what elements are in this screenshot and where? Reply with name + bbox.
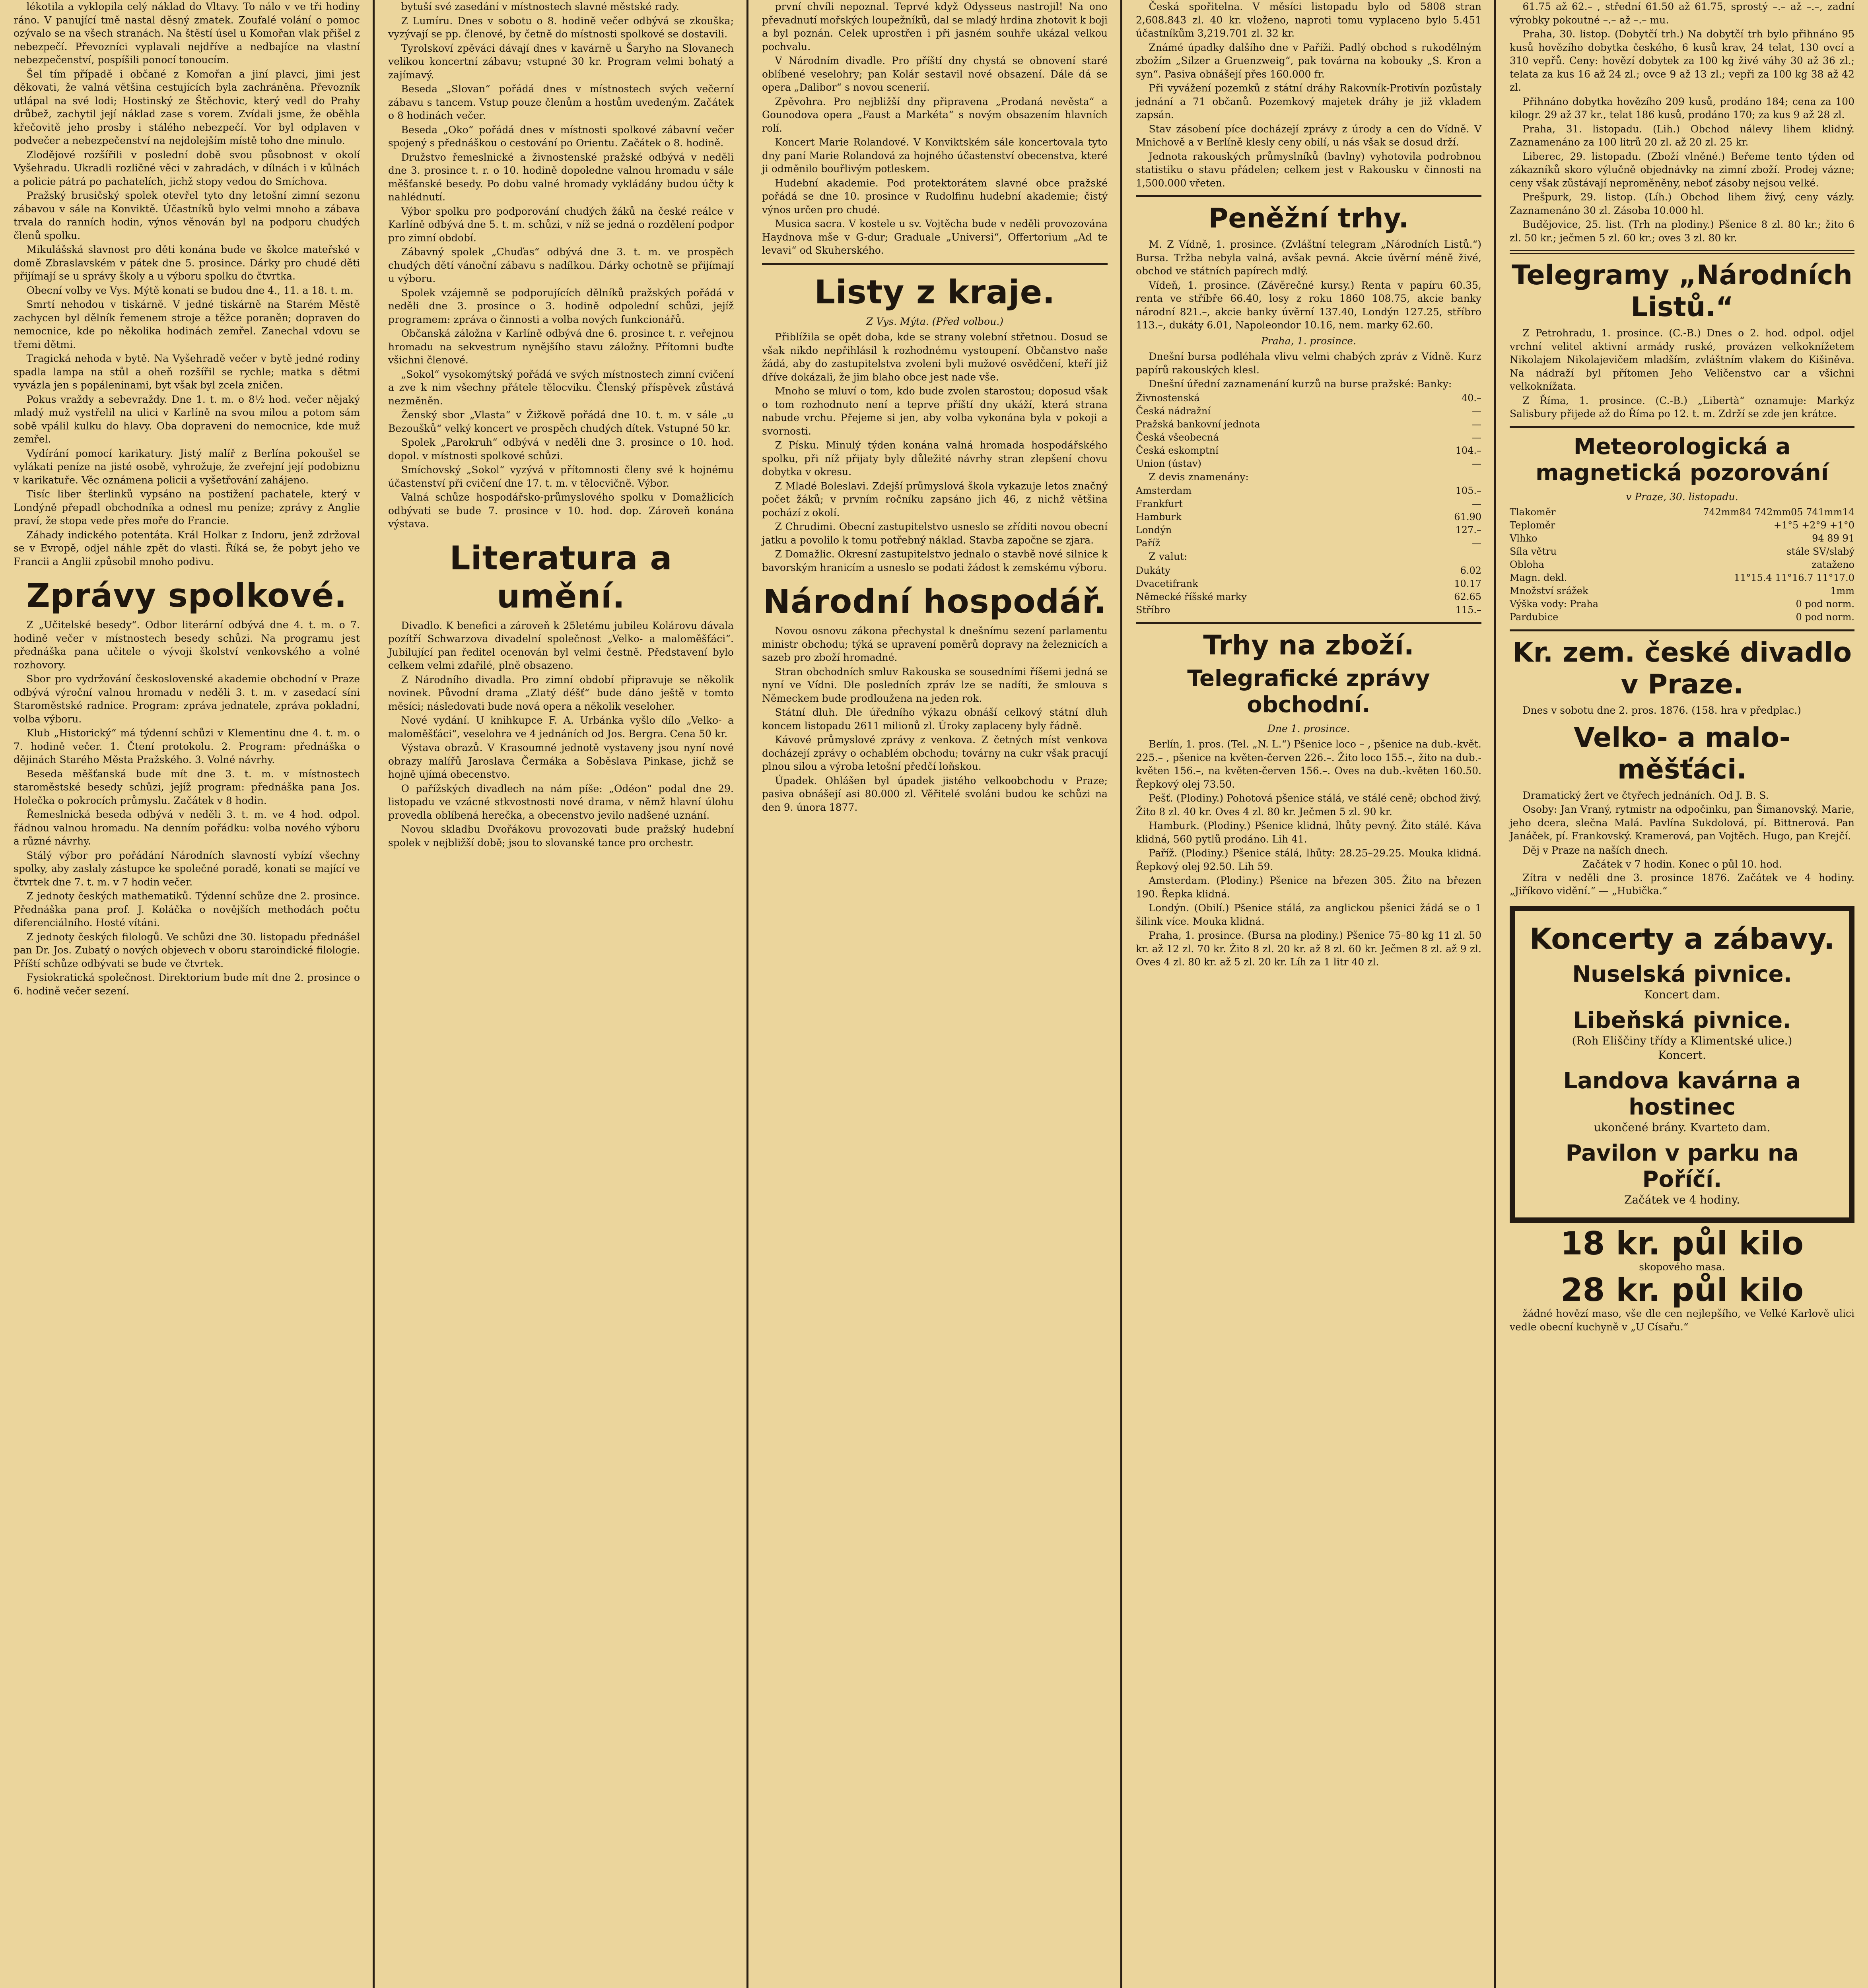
column-3 [748, 0, 1121, 1988]
quote-label: Dukáty [1136, 565, 1170, 576]
ad-line: Libeňská pivnice. [1573, 1007, 1791, 1033]
quote-value: — [1472, 458, 1481, 469]
article-paragraph: Spolek „Parokruh“ odbývá v neděli dne 3. prosince o 10. hod. dopol. v místnosti spolkové schůzi. [388, 437, 734, 462]
article-paragraph: Z Lumíru. Dnes v sobotu o 8. hodině večer odbývá se zkouška; vyzývají se pp. členové, by četně do místnosti spolkové se dostavili. [388, 15, 734, 40]
quote-row [1510, 519, 1854, 532]
article-paragraph: O pařížských divadlech na nám píše: „Odéon“ podal dne 29. listopadu ve vzácné stkvostnosti nové drama, v němž hlavní úlohu provedla oblíbená herečka, a obecenstvo jevilo nadšené uznání. [388, 782, 734, 821]
article-paragraph: Praha, 30. listop. (Dobytčí trh.) Na dobytčí trh bylo přihnáno 95 kusů hovězího dobytka českého, 6 kusů krav, 24 telat, 130 ovcí a 310 vepřů. Ceny: hovězí dobytek za 100 kg živé váhy 30 až 36 zl.; telata za kus 16 až 24 zl.; ovce 9 až 13 zl.; vepři za 100 kg 38 až 42 zl. [1510, 28, 1854, 93]
article-paragraph: 61.75 až 62.– , střední 61.50 až 61.75, sprostý –.– až –.–, zadní výrobky pokoutné –.– až –.– mu. [1510, 1, 1854, 26]
quote-label: Tlakoměr [1510, 507, 1556, 518]
quote-row [1510, 598, 1854, 611]
centered-line: skopového masa. [1639, 1261, 1725, 1273]
article-paragraph: Spolek vzájemně se podporujících dělníků pražských pořádá v neděli dne 3. prosince o 3. hodině odpolední schůzi, jejíž programem: zpráva o činnosti a volba nových funkcionářů. [388, 287, 734, 325]
article-paragraph: Česká spořitelna. V měsíci listopadu bylo od 5808 stran 2,608.843 zl. 40 kr. vloženo, naproti tomu vyplaceno bylo 5.451 účastníkům 3,219.701 zl. 32 kr. [1136, 1, 1481, 39]
article-paragraph: Šel tím případě i občané z Komořan a jiní plavci, jimi jest děkovati, že valná většina cestujících byla zachráněna. Převozník utlápal na své lodi; Hostinský ze Štěchovic, který vedl do Prahy drůbež, zachytil její náklad zase s vorem. Zvídali jsme, že oběhla křečovitě jeho prosby i stálého nebezpečí. Vor byl odplaven v podvečer a nebezpečenství na nejdolejším místě toho dne minulo. [14, 68, 360, 146]
quote-table [1136, 564, 1481, 617]
article-paragraph: Zlodějové rozšířili v poslední době svou působnost v okolí Vyšehradu. Ukradli rozličné věci v zahradách, v dílnách i v kůlnách a policie pátrá po pachatelích, jichž stopy vedou do Smíchova. [14, 149, 360, 187]
column-5 [1496, 0, 1868, 1988]
article-paragraph: Ženský sbor „Vlasta“ v Žižkově pořádá dne 10. t. m. v sále „u Bezoušků“ velký koncert ve prospěch chudých dítek. Vstupné 50 kr. [388, 409, 734, 434]
quote-value: 11°15.4 11°16.7 11°17.0 [1734, 572, 1854, 583]
quote-row [1136, 444, 1481, 457]
article-paragraph: Nové vydání. U knihkupce F. A. Urbánka vyšlo dílo „Velko- a maloměšťáci“, veselohra ve 4 jednáních od Jos. Bergra. Cena 50 kr. [388, 714, 734, 740]
article-paragraph: „Sokol“ vysokomýtský pořádá ve svých místnostech zimní cvičení a zve k nim všechny přátele tělocviku. Členský příspěvek zůstává nezměněn. [388, 368, 734, 407]
article-paragraph: Novou osnovu zákona přechystal k dnešnímu sezení parlamentu ministr obchodu; týká se upravení poměrů dopravy na železnicích a sazeb pro zboží hromadné. [762, 625, 1108, 663]
section-heading: Trhy na zboží. [1203, 629, 1414, 661]
ad-line: Koncert dam. [1644, 988, 1720, 1001]
quote-label: Amsterdam [1136, 485, 1192, 496]
article-paragraph: první chvíli nepoznal. Teprvé když Odysseus nastrojil! Na ono převadnutí mořských loupežníků, dal se mladý hrdina zhotovit k boji a byl poznán. Celek uprostřen i při jasném souhře ukázal velkou pochvalu. [762, 1, 1108, 52]
ad-line: Koncert. [1658, 1048, 1706, 1062]
article-paragraph: Stav zásobení píce docházejí zprávy z úrody a cen do Vídně. V Mnichově a v Berlíně klesly ceny obilí, u nás však se dosud drží. [1136, 123, 1481, 148]
article-paragraph: Pešť. (Plodiny.) Pohotová pšenice stálá, ve stálé ceně; obchod živý. Žito 8 zl. 40 kr. Oves 4 zl. 80 kr. Ječmen 5 zl. 90 kr. [1136, 792, 1481, 817]
article-paragraph: Z „Učitelské besedy“. Odbor literární odbývá dne 4. t. m. o 7. hodině večer v místnostech besedy schůzi. Na programu jest přednáška pana učitele o vývoji školství venkovského a volné rozhovory. [14, 619, 360, 671]
quote-label: Česká nádražní [1136, 405, 1211, 417]
article-paragraph: Valná schůze hospodářsko-průmyslového spolku v Domažlicích odbývati se bude 7. prosince v 10. hod. dop. Zároveň konána výstava. [388, 491, 734, 530]
article-paragraph: Mikulášská slavnost pro děti konána bude ve školce mateřské v domě Zbraslavském v pátek dne 5. prosince. Dárky pro chudé děti přijímají se u správy školy a u výboru spolku do čtvrtka. [14, 244, 360, 282]
article-paragraph: žádné hovězí maso, vše dle cen nejlepšího, ve Velké Karlově ulici vedle obecní kuchyně v „U Císařu.“ [1510, 1308, 1854, 1333]
quote-label: Paříž [1136, 538, 1160, 549]
article-paragraph: Zpěvohra. Pro nejbližší dny připravena „Prodaná nevěsta“ a Gounodova opera „Faust a Markéta“ s novým obsazením hlavních rolí. [762, 95, 1108, 134]
article-paragraph: Tyrolskoví zpěváci dávají dnes v kavárně u Šaryho na Slovanech velikou koncertní zábavu; vstupné 30 kr. Program velmi bohatý a zajímavý. [388, 42, 734, 81]
quote-value: 0 pod norm. [1796, 612, 1854, 623]
article-paragraph: Osoby: Jan Vraný, rytmistr na odpočinku, pan Šimanovský. Marie, jeho dcera, slečna Malá. Pavlína Sukdolová, pí. Bittnerová. Pan Janáček, pí. Frankovský. Kramerová, pan Vojtěch. Hugo, pan Krejčí. [1510, 804, 1854, 842]
article-paragraph: Tisíc liber šterlinků vypsáno na postižení pachatele, který v Londýně přepadl obchodníka a odnesl mu peníze; zprávy z Anglie praví, že stopa vede přes moře do Francie. [14, 488, 360, 526]
quote-value: zataženo [1812, 559, 1854, 570]
ad-line: Pavilon v parku na Poříčí. [1565, 1140, 1799, 1192]
quote-row [1136, 484, 1481, 497]
horizontal-rule [1510, 629, 1854, 631]
quote-value: 6.02 [1460, 565, 1481, 576]
article-paragraph: M. Z Vídně, 1. prosince. (Zvláštní telegram „Národních Listů.“) Bursa. Tržba nebyla valná, avšak pevná. Akcie úvěrní méně živé, obchod ve státních papírech mdlý. [1136, 239, 1481, 277]
article-paragraph: Zábavný spolek „Chuďas“ odbývá dne 3. t. m. ve prospěch chudých dětí vánoční zábavu s nadílkou. Dárky ochotně se přijímají u výboru. [388, 246, 734, 284]
quote-label: Pražská bankovní jednota [1136, 418, 1260, 430]
article-paragraph: Z Chrudimi. Obecní zastupitelstvo usneslo se zříditi novou obecní jatku a povolilo k tomu potřebný náklad. Stavba započne se zjara. [762, 521, 1108, 546]
dateline: Dne 1. prosince. [1267, 722, 1350, 734]
column-4 [1122, 0, 1495, 1988]
article-paragraph: Beseda „Oko“ pořádá dnes v místnosti spolkové zábavní večer spojený s přednáškou o cestování po Orientu. Začátek o 8. hodině. [388, 124, 734, 149]
article-paragraph: Smíchovský „Sokol“ vyzývá v přítomnosti členy své k hojnému účastenství při cvičení dne 17. t. m. v tělocvičně. Výbor. [388, 464, 734, 489]
article-paragraph: Z Národního divadla. Pro zimní období připravuje se několik novinek. Původní drama „Zlatý déšť“ bude dáno ještě v tomto měsíci; následovati bude nová opera a několik veseloher. [388, 674, 734, 712]
article-paragraph: Děj v Praze na naších dnech. [1522, 844, 1668, 856]
horizontal-rule [762, 263, 1108, 265]
article-paragraph: Z Mladé Boleslavi. Zdejší průmyslová škola vykazuje letos značný počet žáků; v prvním ročníku zapsáno jich 46, z nichž většina pochází z okolí. [762, 480, 1108, 518]
quote-row [1510, 558, 1854, 571]
article-paragraph: Beseda „Slovan“ pořádá dnes v místnostech svých večerní zábavu s tancem. Vstup pouze členům a hostům uvedeným. Začátek o 8 hodinách večer. [388, 83, 734, 121]
article-paragraph: Z Domažlic. Okresní zastupitelstvo jednalo o stavbě nové silnice k bavorským hranicím a usneslo se podati žádost k zemskému výboru. [762, 548, 1108, 573]
article-paragraph: Obecní volby ve Vys. Mýtě konati se budou dne 4., 11. a 18. t. m. [26, 284, 354, 296]
article-paragraph: Liberec, 29. listopadu. (Zboží vlněné.) Beřeme tento týden od zákazníků skoro výlučně objednávky na zimní zboží. Prodej vázne; ceny však zůstávají neproměněny, neboť zásoby nejsou velké. [1510, 150, 1854, 189]
article-paragraph: Budějovice, 25. list. (Trh na plodiny.) Pšenice 8 zl. 80 kr.; žito 6 zl. 50 kr.; ječmen 5 zl. 60 kr.; oves 3 zl. 80 kr. [1510, 219, 1854, 244]
quote-label: Vlhko [1510, 533, 1538, 544]
article-paragraph: Paříž. (Plodiny.) Pšenice stálá, lhůty: 28.25–29.25. Mouka klidná. Řepkový olej 92.50. Lih 59. [1136, 847, 1481, 872]
quote-label: Výška vody: Praha [1510, 598, 1599, 610]
horizontal-rule [1136, 622, 1481, 624]
ad-line: Koncerty a zábavy. [1529, 922, 1835, 955]
column-1 [0, 0, 373, 1988]
quote-value: — [1472, 418, 1481, 430]
article-paragraph: Stran obchodních smluv Rakouska se sousedními říšemi jedná se nyní ve Vídni. Dle posledních zpráv lze se nadíti, že smlouva s Německem bude prodloužena na jeden rok. [762, 666, 1108, 704]
quote-value: 61.90 [1454, 511, 1481, 522]
article-paragraph: Praha, 31. listopadu. (Lih.) Obchod nálevy lihem klidný. Zaznamenáno za 100 litrů 20 zl. až 20 zl. 25 kr. [1510, 123, 1854, 148]
quote-row [1136, 604, 1481, 617]
double-rule [1510, 250, 1854, 254]
article-paragraph: Pražský brusičský spolek otevřel tyto dny letošní zimní sezonu zábavou v sále na Konviktě. Účastníků bylo velmi mnoho a zábava trvala do ranních hodin, výnos věnován byl na podporu chudých členů spolku. [14, 190, 360, 241]
article-paragraph: Klub „Historický“ má týdenní schůzi v Klementinu dne 4. t. m. o 7. hodině večer. 1. Čtení protokolu. 2. Program: přednáška o dějinách Starého Města Pražského. 3. Volné návrhy. [14, 727, 360, 765]
quote-value: 105.– [1455, 485, 1481, 496]
ad-line: Landova kavárna a hostinec [1563, 1068, 1801, 1120]
quote-row [1136, 537, 1481, 550]
quote-row [1136, 457, 1481, 470]
article-paragraph: bytuší své zasedání v místnostech slavné městské rady. [401, 1, 679, 12]
ad-line: Nuselská pivnice. [1572, 961, 1792, 987]
quote-label: Živnostenská [1136, 392, 1200, 404]
article-paragraph: Výstava obrazů. V Krasoumné jednotě vystaveny jsou nyní nové obrazy malířů Jaroslava Čermáka a Soběslava Pinkase, jichž se hojně ujímá obecenstvo. [388, 742, 734, 780]
article-paragraph: Sbor pro vydržování československé akademie obchodní v Praze odbývá výroční valnou hromadu v neděli 3. t. m. v zasedací síni Staroměstské radnice. Program: zpráva jednatele, zpráva pokladní, volba výboru. [14, 673, 360, 725]
article-paragraph: Přiblížila se opět doba, kde se strany volební střetnou. Dosud se však nikdo nepřihlásil k rozhodnému vystoupení. Občanstvo naše žádá, aby do zastupitelstva zvoleni byli mužové osvědčení, kteří již dříve dokázali, že jim blaho obce jest nade vše. [762, 331, 1108, 383]
article-paragraph: lékotila a vyklopila celý náklad do Vltavy. To nálo v ve tři hodiny ráno. V panující tmě nastal děsný zmatek. Zoufalé volání o pomoc ozývalo se na všech stranách. Na štěstí úsel u Komořan vlak přišel z nebezpečí. Převozníci vyplavali nejdříve a nedbajíce na vlastní nebezpečenství, pospíšili ponocí tonoucím. [14, 1, 360, 66]
article-paragraph: Fysiokratická společnost. Direktorium bude mít dne 2. prosince o 6. hodině večer sezení. [14, 972, 360, 997]
advertisement-box [1510, 906, 1854, 1223]
quote-value: 115.– [1455, 604, 1481, 615]
quote-row [1136, 590, 1481, 604]
article-paragraph: Smrtí nehodou v tiskárně. V jedné tiskárně na Starém Městě zachycen byl dělník řemenem stroje a těžce poraněn; dopraven do nemocnice, kde po několika hodinách zemřel. Zanechal vdovu se třemi dětmi. [14, 299, 360, 350]
section-heading: Zprávy spolkové. [26, 577, 347, 615]
quote-value: 1mm [1830, 585, 1854, 596]
article-paragraph: Úpadek. Ohlášen byl úpadek jistého velkoobchodu v Praze; pasiva obnášejí asi 80.000 zl. Věřitelé svoláni budou ke schůzi na den 9. února 1877. [762, 775, 1108, 813]
quote-value: — [1472, 431, 1481, 443]
article-paragraph: Londýn. (Obilí.) Pšenice stálá, za anglickou pšenici žádá se o 1 šilink více. Mouka klidná. [1136, 902, 1481, 927]
quote-value: 0 pod norm. [1796, 598, 1854, 610]
quote-label: Německé říšské marky [1136, 591, 1247, 602]
article-paragraph: Známé úpadky dalšího dne v Paříži. Padlý obchod s rukodělným zbožím „Silzer a Gruenzweig“, pak továrna na kobouky „S. Kron a syn“. Pasiva obnášejí přes 160.000 fr. [1136, 41, 1481, 80]
article-paragraph: Řemeslnická beseda odbývá v neděli 3. t. m. ve 4 hod. odpol. řádnou valnou hromadu. Na denním pořádku: volba nového výboru a různé návrhy. [14, 809, 360, 847]
quote-row [1510, 611, 1854, 624]
play-title: Velko- a malo-měšťáci. [1574, 722, 1790, 785]
article-paragraph: Z Petrohradu, 1. prosince. (C.-B.) Dnes o 2. hod. odpol. odjel vrchní velitel aktivní armády ruské, provázen velkoknížetem Nikolajem Nikolajevičem mladším, zvláštním vlakem do Kišiněva. Na nádraží byl přítomen Jeho Veličenstvo car a všichni velkoknížata. [1510, 327, 1854, 392]
article-paragraph: Praha, 1. prosince. (Bursa na plodiny.) Pšenice 75–80 kg 11 zl. 50 kr. až 12 zl. 70 kr. Žito 8 zl. 20 kr. až 8 zl. 60 kr. Ječmen 8 zl. až 9 zl. Oves 4 zl. 80 kr. až 5 zl. 20 kr. Líh za 1 litr 40 zl. [1136, 930, 1481, 968]
quote-label: Londýn [1136, 524, 1172, 536]
quote-row [1510, 545, 1854, 558]
article-paragraph: Prešpurk, 29. listop. (Líh.) Obchod lihem živý, ceny vázly. Zaznamenáno 30 zl. Zásoba 10.000 hl. [1510, 191, 1854, 216]
article-paragraph: Novou skladbu Dvořákovu provozovati bude pražský hudební spolek v nejbližší době; jsou to slovanské tance pro orchestr. [388, 823, 734, 848]
quote-row [1136, 524, 1481, 537]
dateline: Praha, 1. prosince. [1261, 335, 1357, 347]
quote-row [1510, 571, 1854, 584]
subsection-heading: Meteorologická a magnetická pozorování [1536, 433, 1829, 486]
article-paragraph: Tragická nehoda v bytě. Na Vyšehradě večer v bytě jedné rodiny spadla lampa na stůl a oheň rozšířil se rychle; matka s dětmi vyvázla jen s popáleninami, byt však byl zcela zničen. [14, 353, 360, 391]
quote-row [1136, 577, 1481, 590]
article-paragraph: Beseda měšťanská bude mít dne 3. t. m. v místnostech staroměstské besedy schůzi, jejíž program: přednáška pana Jos. Holečka o pokrocích průmyslu. Začátek v 8 hodin. [14, 768, 360, 806]
quote-value: stále SV/slabý [1786, 546, 1854, 557]
quote-row [1136, 392, 1481, 405]
dateline: Z Vys. Mýta. (Před volbou.) [866, 315, 1004, 327]
article-paragraph: Dnešní bursa podléhala vlivu velmi chabých zpráv z Vídně. Kurz papírů rakouských klesl. [1136, 351, 1481, 376]
article-paragraph: Koncert Marie Rolandové. V Konviktském sále koncertovala tyto dny paní Marie Rolandová za hojného účastenství obecenstva, které ji odměnilo bouřlivým potleskem. [762, 136, 1108, 175]
quote-label: Teploměr [1510, 520, 1555, 531]
article-paragraph: Mnoho se mluví o tom, kdo bude zvolen starostou; doposud však o tom rozhodnuto není a teprve příští dny ukáží, která strana nabude vrchu. Přejeme si jen, aby volba vykonána byla v pokoji a svornosti. [762, 385, 1108, 437]
section-heading: Literatura a umění. [449, 539, 673, 615]
quote-label: Síla větru [1510, 546, 1557, 557]
quote-table [1510, 506, 1854, 624]
ad-line: Začátek ve 4 hodiny. [1624, 1193, 1740, 1206]
article-paragraph: Z jednoty českých filologů. Ve schůzi dne 30. listopadu přednášel pan Dr. Jos. Zubatý o nových objevech v oboru staroindické filologie. Příští schůze odbývati se bude ve čtvrtek. [14, 931, 360, 969]
quote-label: Dvacetifrank [1136, 578, 1198, 589]
article-paragraph: Musica sacra. V kostele u sv. Vojtěcha bude v neděli provozována Haydnova mše v G-dur; Graduale „Universi“, Offertorium „Ad te levavi“ od Skuherského. [762, 218, 1108, 256]
article-paragraph: Dramatický žert ve čtyřech jednáních. Od J. B. S. [1522, 789, 1769, 801]
section-heading: Kr. zem. české divadlo v Praze. [1512, 637, 1852, 700]
quote-label: Obloha [1510, 559, 1544, 570]
article-paragraph: Přihnáno dobytka hovězího 209 kusů, prodáno 184; cena za 100 kilogr. 29 až 37 kr., telat 186 kusů, prodáno 170; za kus 9 až 28 zl. [1510, 95, 1854, 120]
article-paragraph: Družstvo řemeslnické a živnostenské pražské odbývá v neděli dne 3. prosince t. r. o 10. hodině dopoledne valnou hromadu v sále měšťanské besedy. Po dobu valné hromady vykládány budou účty k nahlédnutí. [388, 151, 734, 203]
article-paragraph: Z devis znamenány: [1149, 471, 1249, 483]
article-paragraph: Amsterdam. (Plodiny.) Pšenice na březen 305. Žito na březen 190. Řepka klidná. [1136, 875, 1481, 900]
quote-label: Magn. dekl. [1510, 572, 1567, 583]
quote-row [1510, 584, 1854, 598]
article-paragraph: Výbor spolku pro podporování chudých žáků na české reálce v Karlíně odbývá dne 5. t. m. schůzi, v níž se jedná o rozdělení podpor pro zimní období. [388, 205, 734, 244]
article-paragraph: Občanská záložna v Karlíně odbývá dne 6. prosince t. r. veřejnou hromadu na sekvestrum nynějšího stavu záložny. Přítomni buďte všichni členové. [388, 328, 734, 366]
article-paragraph: V Národním divadle. Pro příští dny chystá se obnovení staré oblíbené veselohry; pan Kolár sestavil nové obsazení. Dále dá se opera „Dalibor“ s novou scenerií. [762, 55, 1108, 93]
horizontal-rule [1510, 426, 1854, 428]
article-paragraph: Stálý výbor pro pořádání Národních slavností vybízí všechny spolky, aby zaslaly zástupce ke společné poradě, konati se mající ve čtvrtek dne 7. t. m. v 7 hodin večer. [14, 849, 360, 888]
quote-value: 62.65 [1454, 591, 1481, 602]
quote-label: Union (ústav) [1136, 458, 1201, 469]
article-paragraph: Hamburk. (Plodiny.) Pšenice klidná, lhůty pevný. Žito stálé. Káva klidná, 560 pytlů prodáno. Lih 41. [1136, 820, 1481, 845]
article-paragraph: Pokus vraždy a sebevraždy. Dne 1. t. m. o 8½ hod. večer nějaký mladý muž vystřelil na ulici v Karlíně na svou milou a potom sám sobě vpálil kulku do hlavy. Oba dopraveni do nemocnice, kde muž zemřel. [14, 393, 360, 445]
centered-line: Začátek v 7 hodin. Konec o půl 10. hod. [1582, 858, 1782, 870]
price-ad: 28 kr. půl kilo [1560, 1272, 1804, 1309]
quote-label: Množství srážek [1510, 585, 1588, 596]
article-paragraph: Hudební akademie. Pod protektorátem slavné obce pražské pořádá se dne 10. prosince v Rudolfinu hudební akademie; čistý výnos určen pro chudé. [762, 177, 1108, 215]
quote-row [1510, 532, 1854, 545]
quote-label: Česká eskomptní [1136, 445, 1219, 456]
article-paragraph: Z Říma, 1. prosince. (C.-B.) „Libertà“ oznamuje: Markýz Salisbury přijede až do Říma po 12. t. m. Zdrží se zde jen krátce. [1510, 394, 1854, 419]
quote-row [1510, 506, 1854, 519]
section-heading: Listy z kraje. [814, 273, 1055, 311]
article-paragraph: Státní dluh. Dle úředního výkazu obnáší celkový státní dluh koncem listopadu 2611 milionů zl. Úroky zaplaceny byly řádně. [762, 707, 1108, 732]
quote-label: Hamburk [1136, 511, 1182, 522]
article-paragraph: Jednota rakouských průmyslníků (bavlny) vyhotovila podrobnou statistiku o stavu přádelen; celkem jest v Rakousku v činnosti na 1,500.000 vřeten. [1136, 150, 1481, 189]
quote-table [1136, 484, 1481, 550]
ad-line: ukončené brány. Kvarteto dam. [1594, 1120, 1771, 1134]
ad-line: (Roh Eliščiny třídy a Klimentské ulice.) [1572, 1034, 1792, 1047]
quote-value: 127.– [1455, 524, 1481, 536]
article-paragraph: Zítra v neděli dne 3. prosince 1876. Začátek ve 4 hodiny. „Jiříkovo vidění.“ — „Hubička.“ [1510, 872, 1854, 897]
quote-label: Pardubice [1510, 612, 1559, 623]
article-paragraph: Dnešní úřední zaznamenání kurzů na burse pražské: Banky: [1149, 378, 1452, 390]
article-paragraph: Při vyvážení pozemků z státní dráhy Rakovník-Protivín pozůstaly jednání a 71 občanů. Pozemkový majetek dráhy je již vkladem zapsán. [1136, 82, 1481, 120]
quote-label: Frankfurt [1136, 498, 1183, 509]
column-2 [375, 0, 747, 1988]
horizontal-rule [1136, 195, 1481, 197]
subsection-heading: Telegrafické zprávy obchodní. [1187, 665, 1430, 718]
quote-table [1136, 392, 1481, 470]
article-paragraph: Dnes v sobotu dne 2. pros. 1876. (158. hra v předplac.) [1522, 705, 1801, 716]
article-paragraph: Záhady indického potentáta. Král Holkar z Indoru, jenž zdržoval se v Evropě, odjel náhle zpět do vlasti. Říká se, že pobyt jeho ve Francii a Anglii způsobil mnoho podivu. [14, 529, 360, 567]
quote-value: 742mm84 742mm05 741mm14 [1703, 507, 1854, 518]
quote-label: Stříbro [1136, 604, 1170, 615]
article-paragraph: Z jednoty českých mathematiků. Týdenní schůze dne 2. prosince. Přednáška pana prof. J. Koláčka o novějších methodách počtu diferenciálního. Hosté vítáni. [14, 890, 360, 928]
section-heading: Národní hospodář. [763, 583, 1107, 621]
article-paragraph: Vídeň, 1. prosince. (Závěrečné kursy.) Renta v papíru 60.35, renta ve stříbře 66.40, losy z roku 1860 108.75, akcie banky národní 821.–, akcie banky úvěrní 137.40, Londýn 127.25, stříbro 113.–, dukáty 6.01, Napoleondor 10.16, nem. marky 62.60. [1136, 279, 1481, 331]
price-ad: 18 kr. půl kilo [1560, 1225, 1804, 1262]
article-paragraph: Z valut: [1149, 551, 1188, 562]
article-paragraph: Divadlo. K benefici a zároveň k 25letému jubileu Kolárovu dávala pozítří Schwarzova divadelní společnost „Velko- a maloměšťáci“. Jubilující pan ředitel ocenován byl velmi čestně. Představení bylo celkem velmi zdařilé, plně obsazeno. [388, 619, 734, 671]
article-paragraph: Kávové průmyslové zprávy z venkova. Z četných míst venkova docházejí zprávy o ochablém obchodu; továrny na cukr však pracují plnou silou a výroba letošní předčí loňskou. [762, 734, 1108, 772]
quote-value: 104.– [1455, 445, 1481, 456]
section-heading: Peněžní trhy. [1208, 203, 1409, 234]
dateline: v Praze, 30. listopadu. [1626, 491, 1738, 503]
quote-label: Česká všeobecná [1136, 431, 1219, 443]
quote-row [1136, 564, 1481, 577]
article-paragraph: Vydírání pomocí karikatury. Jistý malíř z Berlína pokoušel se vylákati peníze na jisté osobě, vyhrožuje, že zveřejní její podobiznu v karikatuře. Věc oznámena policii a vyšetřování zahájeno. [14, 447, 360, 486]
quote-value: — [1472, 498, 1481, 509]
quote-value: +1°5 +2°9 +1°0 [1773, 520, 1854, 531]
section-heading: Telegramy „Národních Listů.“ [1512, 260, 1852, 323]
quote-row [1136, 405, 1481, 418]
quote-row [1136, 418, 1481, 431]
article-paragraph: Z Písku. Minulý týden konána valná hromada hospodářského spolku, při níž přijaty byly důležité návrhy stran zlepšení chovu dobytka v okresu. [762, 439, 1108, 478]
quote-value: — [1472, 538, 1481, 549]
quote-value: — [1472, 405, 1481, 417]
quote-row [1136, 497, 1481, 511]
article-paragraph: Berlín, 1. pros. (Tel. „N. L.“) Pšenice loco – , pšenice na dub.-květ. 225.– , pšenice na květen-červen 226.–. Žito loco 155.–, žito na dub.-květen 156.–, na květen-červen 156.–. Oves na dub.-květen 160.50. Řepkový olej 73.50. [1136, 738, 1481, 790]
quote-value: 40.– [1461, 392, 1481, 404]
quote-row [1136, 431, 1481, 444]
quote-value: 10.17 [1454, 578, 1481, 589]
quote-row [1136, 511, 1481, 524]
quote-value: 94 89 91 [1812, 533, 1854, 544]
